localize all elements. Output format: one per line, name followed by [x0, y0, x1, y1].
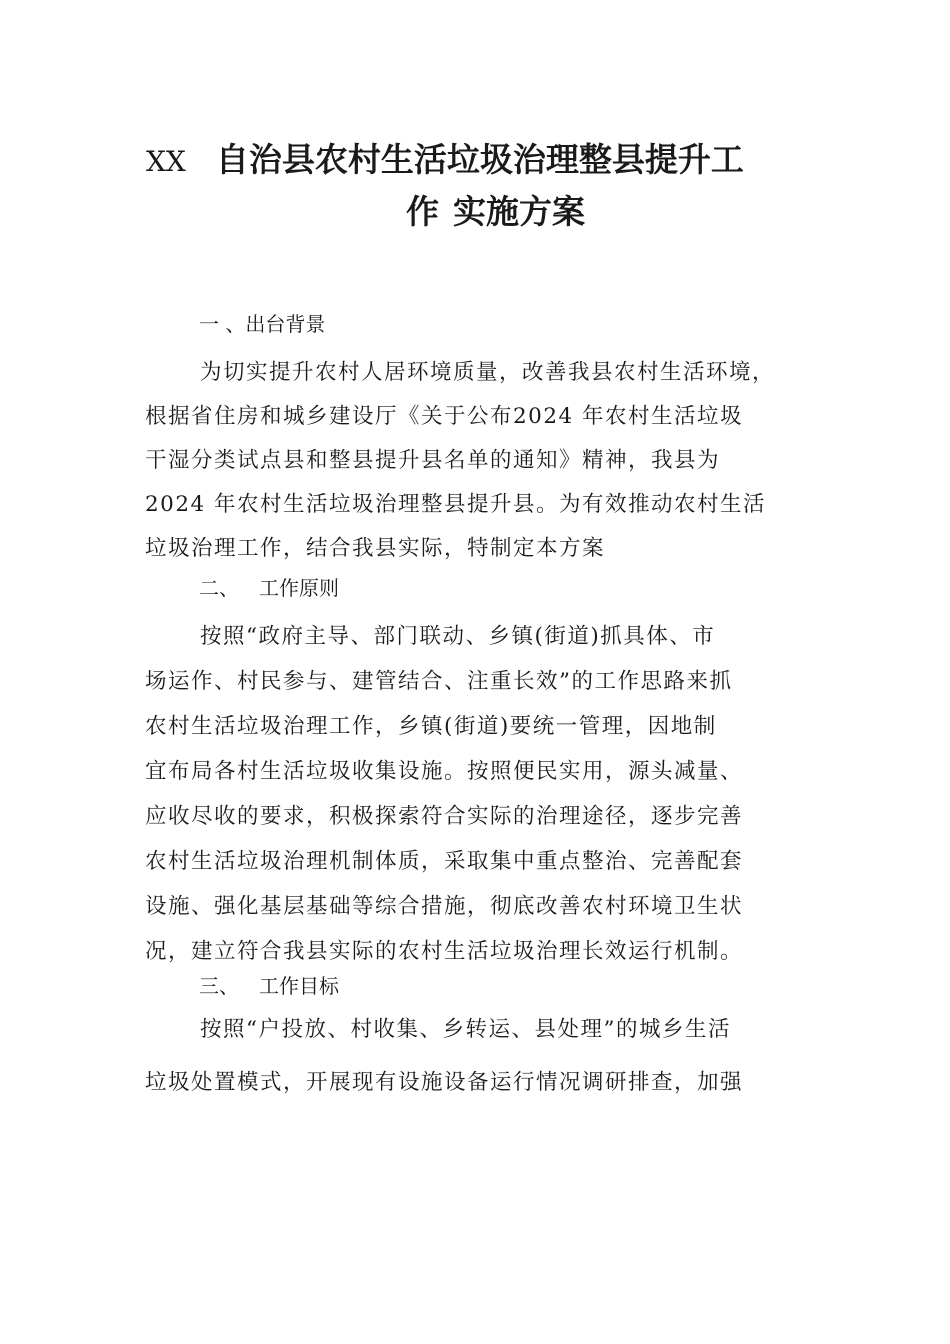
section-heading-1 [199, 310, 325, 338]
section-paragraph-3 [145, 1003, 810, 1109]
paragraph-line: 垃圾治理工作，结合我县实际，特制定本方案 [145, 536, 606, 561]
section-paragraph-1 [145, 351, 810, 571]
paragraph-line: 应收尽收的要求，积极探索符合实际的治理途径，逐步完善 [145, 804, 744, 829]
paragraph-line: 场运作、村民参与、建管结合、注重长效”的工作思路来抓 [145, 669, 733, 694]
paragraph-line: 为切实提升农村人居环境质量，改善我县农村生活环境， [200, 360, 776, 385]
section-heading-3 [199, 972, 339, 1000]
paragraph-line: 按照“户投放、村收集、乡转运、县处理”的城乡生活 [200, 1017, 731, 1042]
section-heading-text: 工作原则 [259, 576, 339, 600]
section-heading-2 [199, 574, 339, 602]
title-text-1: 自治县农村生活垃圾治理整县提升工 [215, 140, 744, 179]
document-title-line-2 [0, 192, 950, 232]
section-heading-text: 工作目标 [259, 974, 339, 998]
paragraph-line: 按照“政府主导、部门联动、乡镇(街道)抓具体、市 [200, 624, 716, 649]
section-heading-number: 二、 [199, 576, 239, 600]
paragraph-line: 况，建立符合我县实际的农村生活垃圾治理长效运行机制。 [145, 939, 744, 964]
title-text-2b: 实施方案 [453, 192, 585, 231]
section-heading-text: 出台背景 [245, 312, 326, 336]
title-prefix: XX [146, 145, 186, 178]
document-title-line-1 [0, 140, 950, 182]
paragraph-line: 设施、强化基层基础等综合措施，彻底改善农村环境卫生状 [145, 894, 744, 919]
paragraph-line: 农村生活垃圾治理机制体质，采取集中重点整治、完善配套 [145, 849, 744, 874]
paragraph-line: 根据省住房和城乡建设厅《关于公布2024 年农村生活垃圾 [145, 404, 744, 429]
paragraph-line: 2024 年农村生活垃圾治理整县提升县。为有效推动农村生活 [145, 492, 767, 517]
title-text-2a: 作 [406, 192, 439, 231]
section-heading-number: 一 、 [199, 312, 246, 336]
paragraph-line: 垃圾处置模式，开展现有设施设备运行情况调研排查，加强 [145, 1070, 744, 1095]
paragraph-line: 宜布局各村生活垃圾收集设施。按照便民实用，源头减量、 [145, 759, 744, 784]
section-paragraph-2 [145, 614, 810, 974]
paragraph-line: 农村生活垃圾治理工作，乡镇(街道)要统一管理，因地制 [145, 714, 717, 739]
section-heading-number: 三、 [199, 974, 239, 998]
paragraph-line: 干湿分类试点县和整县提升县名单的通知》精神，我县为 [145, 448, 721, 473]
